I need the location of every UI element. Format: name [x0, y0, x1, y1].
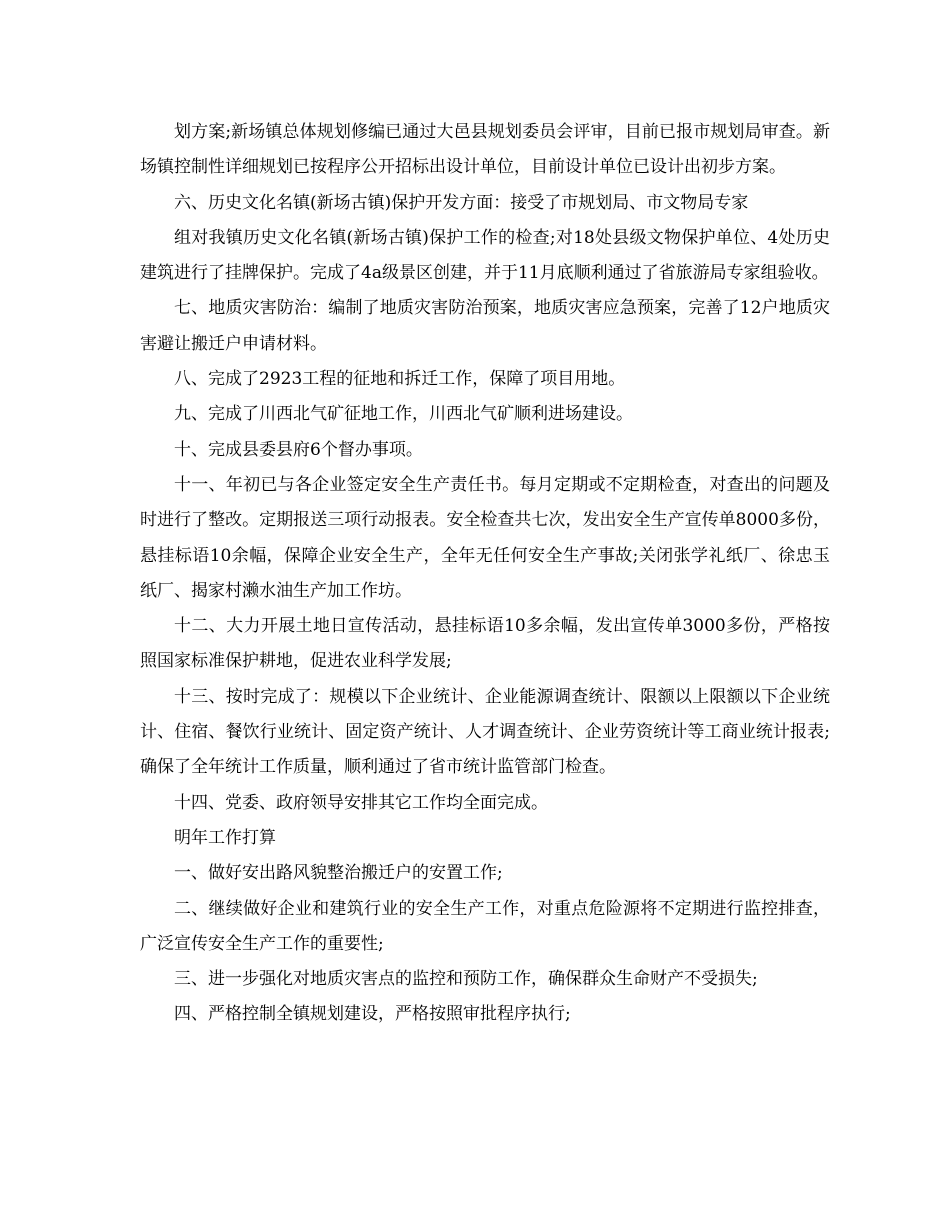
paragraph-item-12: 十二、大力开展土地日宣传活动，悬挂标语10多余幅，发出宣传单3000多份，严格按照国家标准保护耕地，促进农业科学发展;	[140, 616, 830, 672]
plan-item-2: 二、继续做好企业和建筑行业的安全生产工作，对重点危险源将不定期进行监控排查，广泛宣传安全生产工作的重要性;	[140, 898, 830, 954]
paragraph-item-13: 十三、按时完成了：规模以下企业统计、企业能源调查统计、限额以上限额以下企业统计、住宿、餐饮行业统计、固定资产统计、人才调查统计、企业劳资统计等工商业统计报表;确保了全年统计工作质量，顺利通过了省市统计监管部门检查。	[140, 686, 830, 778]
paragraph-item-10: 十、完成县委县府6个督办事项。	[174, 439, 423, 460]
document-body	[140, 115, 830, 1033]
paragraph-item-9: 九、完成了川西北气矿征地工作，川西北气矿顺利进场建设。	[174, 404, 633, 425]
plan-item-3: 三、进一步强化对地质灾害点的监控和预防工作，确保群众生命财产不受损失;	[174, 969, 758, 990]
paragraph-planning: 划方案;新场镇总体规划修编已通过大邑县规划委员会评审，目前已报市规划局审查。新场镇控制性详细规划已按程序公开招标出设计单位，目前设计单位已设计出初步方案。	[140, 122, 830, 178]
plan-item-1: 一、做好安出路风貌整治搬迁户的安置工作;	[174, 863, 503, 884]
paragraph-item-14: 十四、党委、政府领导安排其它工作均全面完成。	[174, 792, 548, 813]
paragraph-item-11: 十一、年初已与各企业签定安全生产责任书。每月定期或不定期检查，对查出的问题及时进行了整改。定期报送三项行动报表。安全检查共七次，发出安全生产宣传单8000多份，悬挂标语10余幅，保障企业安全生产，全年无任何安全生产事故;关闭张学礼纸厂、徐忠玉纸厂、揭家村濑水油生产加工作坊。	[140, 474, 830, 601]
paragraph-item-7: 七、地质灾害防治：编制了地质灾害防治预案，地质灾害应急预案，完善了12户地质灾害避让搬迁户申请材料。	[140, 298, 830, 354]
plan-item-4: 四、严格控制全镇规划建设，严格按照审批程序执行;	[174, 1004, 571, 1025]
paragraph-item-6-continued: 组对我镇历史文化名镇(新场古镇)保护工作的检查;对18处县级文物保护单位、4处历史建筑进行了挂牌保护。完成了4a级景区创建，并于11月底顺利通过了省旅游局专家组验收。	[140, 227, 830, 284]
paragraph-item-6: 六、历史文化名镇(新场古镇)保护开发方面：接受了市规划局、市文物局专家	[174, 192, 749, 213]
section-heading-next-year: 明年工作打算	[174, 827, 276, 848]
paragraph-item-8: 八、完成了2923工程的征地和拆迁工作，保障了项目用地。	[174, 369, 626, 390]
